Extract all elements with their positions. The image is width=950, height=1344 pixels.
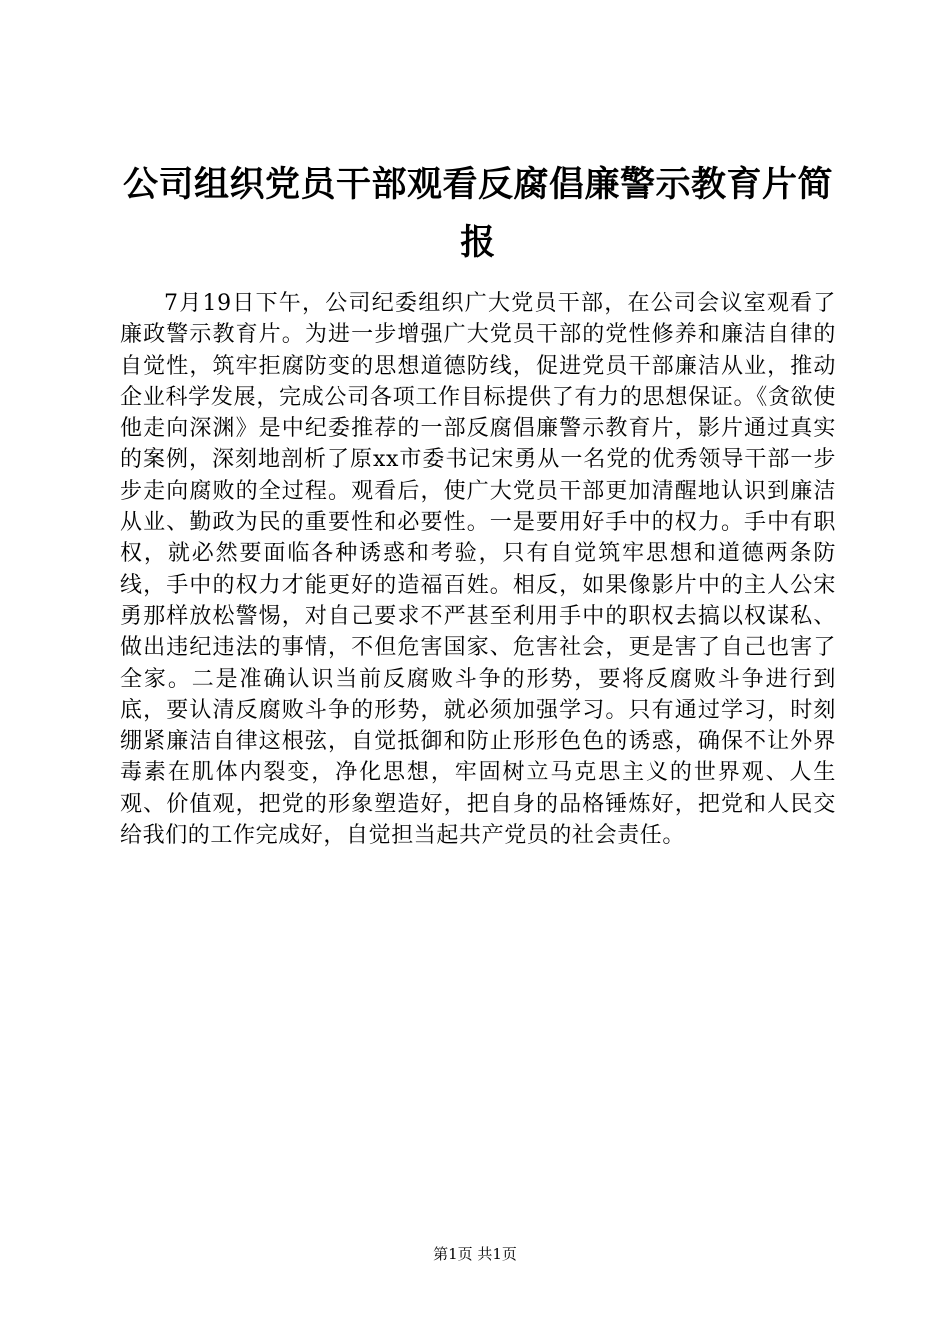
document-body-paragraph: 7月19日下午，公司纪委组织广大党员干部，在公司会议室观看了廉政警示教育片。为进一步增强广大党员干部的党性修养和廉洁自律的自觉性，筑牢拒腐防变的思想道德防线，促进党员干部廉洁从业，推动企业科学发展，完成公司各项工作目标提供了有力的思想保证。《贪欲使他走向深渊》是中纪委推荐的一部反腐倡廉警示教育片，影片通过真实的案例，深刻地剖析了原xx市委书记宋勇从一名党的优秀领导干部一步步走向腐败的全过程。观看后，使广大党员干部更加清醒地认识到廉洁从业、勤政为民的重要性和必要性。一是要用好手中的权力。手中有职权，就必然要面临各种诱惑和考验，只有自觉筑牢思想和道德两条防线，手中的权力才能更好的造福百姓。相反，如果像影片中的主人公宋勇那样放松警惕，对自己要求不严甚至利用手中的职权去搞以权谋私、做出违纪违法的事情，不但危害国家、危害社会，更是害了自己也害了全家。二是准确认识当前反腐败斗争的形势，要将反腐败斗争进行到底，要认清反腐败斗争的形势，就必须加强学习。只有通过学习，时刻绷紧廉洁自律这根弦，自觉抵御和防止形形色色的诱惑，确保不让外界毒素在肌体内裂变，净化思想，牢固树立马克思主义的世界观、人生观、价值观，把党的形象塑造好，把自身的品格锤炼好，把党和人民交给我们的工作完成好，自觉担当起共产党员的社会责任。 bbox=[120, 291, 836, 849]
page-number-footer: 第1页 共1页 bbox=[433, 1245, 517, 1263]
document-title: 公司组织党员干部观看反腐倡廉警示教育片简报 bbox=[122, 164, 833, 263]
